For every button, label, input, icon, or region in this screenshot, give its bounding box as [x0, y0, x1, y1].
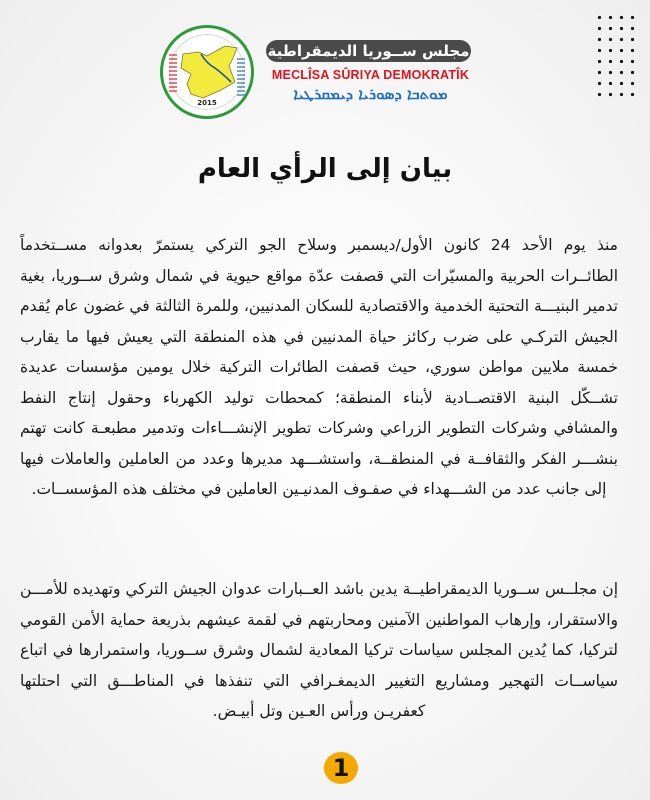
logo-year: 2015 — [197, 99, 217, 107]
statement-paragraph-1: منذ يوم الأحد 24 كانون الأول/ديسمبر وسلاح الجو التركي يستمرّ بعدوانه مســتخدماً الطائــرات الحربية والمسيّرات التي قصفت عدّة مواقع حيوية في شمال وشرق ســوريا، بغية تدمير البنيـــة التحتية الخدمية والاقتصادية للسكان المدنيين، وللمرة الثالثة في غضون عام يُقدم الجيش التركـي على ضرب ركائز حياة المدنيين في هذه المنطقة التي يعيش فيها ما يقارب خمسة ملايين مواطن سوري، حيث قصفت الطائرات التركية خلال يومين مؤسسات عديدة تشــكّل البنية الاقتصــادية لأبناء المنطقة؛ كمحطات توليد الكهرباء وحقول إنتاج النفط والمشافي وشركات التطوير الزراعي وشركات تطوير الإنشـــاءات وتدمير مطبعـة كانت تهتم بنشـــر الفكر والثقافــة في المنطقــة، واستشـــهد مديرها وعدد من العاملين والعاملات فيها إلى جانب عدد من الشـــهداء في صفـوف المدنيـين العاملين في مختلف هذه المؤسســات. — [20, 236, 618, 498]
statement-title: بيان إلى الرأي العام — [197, 154, 453, 184]
brand-name-syriac: ܡܘܬܒܐ ܕܣܘܪܝܐ ܕܝܡܩܪܛܝܐ — [293, 85, 448, 103]
brand-name-kurdish: MECLÎSA SÛRIYA DEMOKRATÎK — [271, 68, 470, 82]
logo-ring-text-left — [169, 54, 177, 94]
dot-grid-icon — [594, 12, 638, 102]
page-number-badge: 1 — [324, 752, 358, 784]
statement-paragraph-2: إن مجلــس ســوريا الديمقراطيــة يدين باشد العــبارات عدوان الجيش التركي وتهديده للأمـــن والاستقرار، وإرهاب المواطنين الآمنين ومحاربتهم في لقمة عيشهم بذريعة حماية الأمن القومي لتركيا، كما يُدين المجلس سياسات تركيا المعادية لشمال وشرق ســوريا، واستمرارها في اتباع سياســات التهجير ومشاريع التغيير الديمغـرافي التي تنفذها في المناطـــق التي احتلتها كعفريـن ورأس العـين وتل أبيـض. — [20, 580, 618, 720]
council-logo — [160, 25, 254, 119]
header — [160, 22, 480, 122]
syria-map-icon — [177, 44, 241, 100]
brand-name-arabic: مجلس ســوريا الديمقراطية — [267, 42, 470, 60]
